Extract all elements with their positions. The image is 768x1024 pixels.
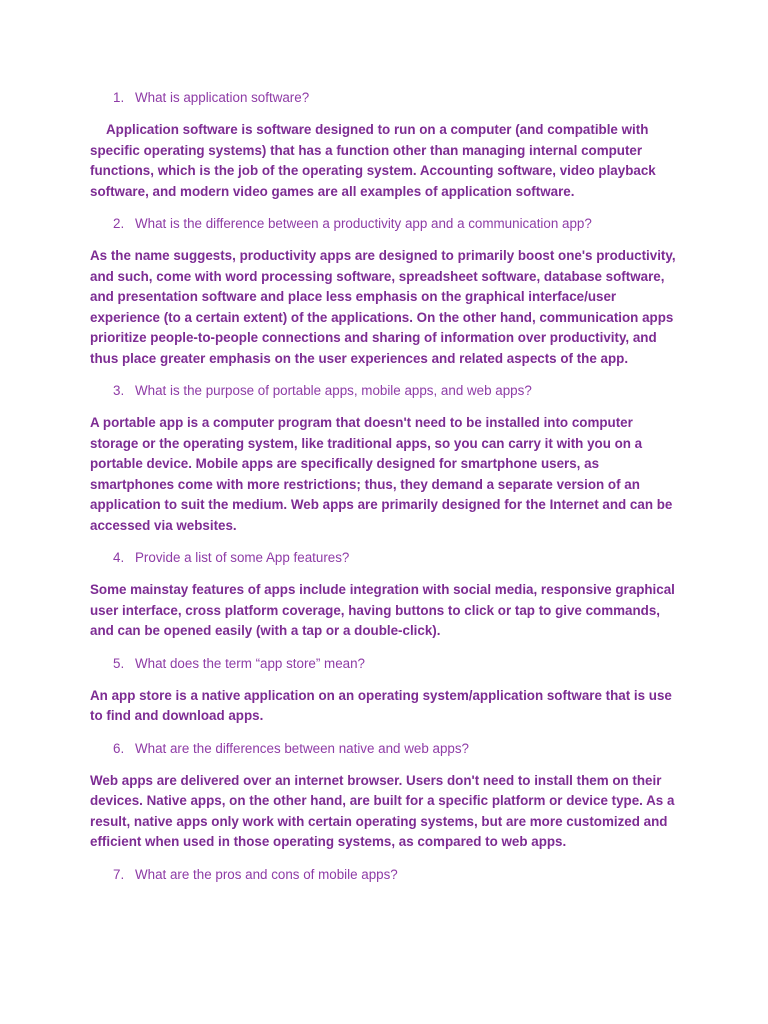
question-3 bbox=[90, 381, 680, 401]
question-number: 2. bbox=[113, 216, 125, 231]
question-text: What does the term “app store” mean? bbox=[135, 655, 365, 671]
question-text: What are the pros and cons of mobile apps? bbox=[135, 866, 398, 882]
question-text: Provide a list of some App features? bbox=[135, 550, 350, 565]
answer-5: An app store is a native application on an operating system/application software that is use to find and download apps. bbox=[90, 687, 672, 723]
question-number: 4. bbox=[113, 550, 125, 565]
question-text: What is the difference between a productivity app and a communication app? bbox=[135, 216, 592, 231]
question-text: What are the differences between native and web apps? bbox=[135, 740, 469, 756]
answer-1: Application software is software designed to run on a computer (and compatible with specific operating systems) that has a function other than managing internal computer functions, which is the job of the operating system. Accounting software, video playback software, and modern video games are all examples of application software. bbox=[90, 122, 656, 199]
question-6 bbox=[90, 739, 680, 759]
question-5 bbox=[90, 654, 680, 674]
question-number: 1. bbox=[113, 90, 125, 105]
document-page bbox=[90, 88, 680, 897]
answer-6: Web apps are delivered over an internet browser. Users don't need to install them on their devices. Native apps, on the other hand, are built for a specific platform or device type. As a result, native apps only work with certain operating systems, but are more customized and efficient when used in those operating systems, as compared to web apps. bbox=[90, 772, 675, 849]
question-text: What is the purpose of portable apps, mobile apps, and web apps? bbox=[135, 383, 532, 398]
question-number: 3. bbox=[113, 383, 125, 398]
question-number: 5. bbox=[113, 655, 125, 671]
answer-4: Some mainstay features of apps include integration with social media, responsive graphical user interface, cross platform coverage, having buttons to click or tap to give commands, and can be opened easily (with a tap or a double-click). bbox=[90, 582, 675, 638]
answer-3: A portable app is a computer program that doesn't need to be installed into computer storage or the operating system, like traditional apps, so you can carry it with you on a portable device. Mobile apps are specifically designed for smartphone users, as smartphones come with more restrictions; thus, they demand a separate version of an application to suit the medium. Web apps are primarily designed for the Internet and can be accessed via websites. bbox=[90, 415, 673, 533]
question-text: What is application software? bbox=[135, 90, 310, 105]
question-number: 6. bbox=[113, 740, 125, 756]
answer-2: As the name suggests, productivity apps are designed to primarily boost one's productivity, and such, come with word processing software, spreadsheet software, database software, and presentation software and place less emphasis on the graphical interface/user experience (to a certain extent) of the applications. On the other hand, communication apps prioritize people-to-people connections and sharing of information over productivity, and thus place greater emphasis on the user experiences and related aspects of the app. bbox=[90, 248, 676, 366]
question-1 bbox=[90, 88, 680, 108]
question-2 bbox=[90, 214, 680, 234]
question-4 bbox=[90, 548, 680, 568]
question-7 bbox=[90, 865, 680, 885]
question-number: 7. bbox=[113, 866, 125, 882]
